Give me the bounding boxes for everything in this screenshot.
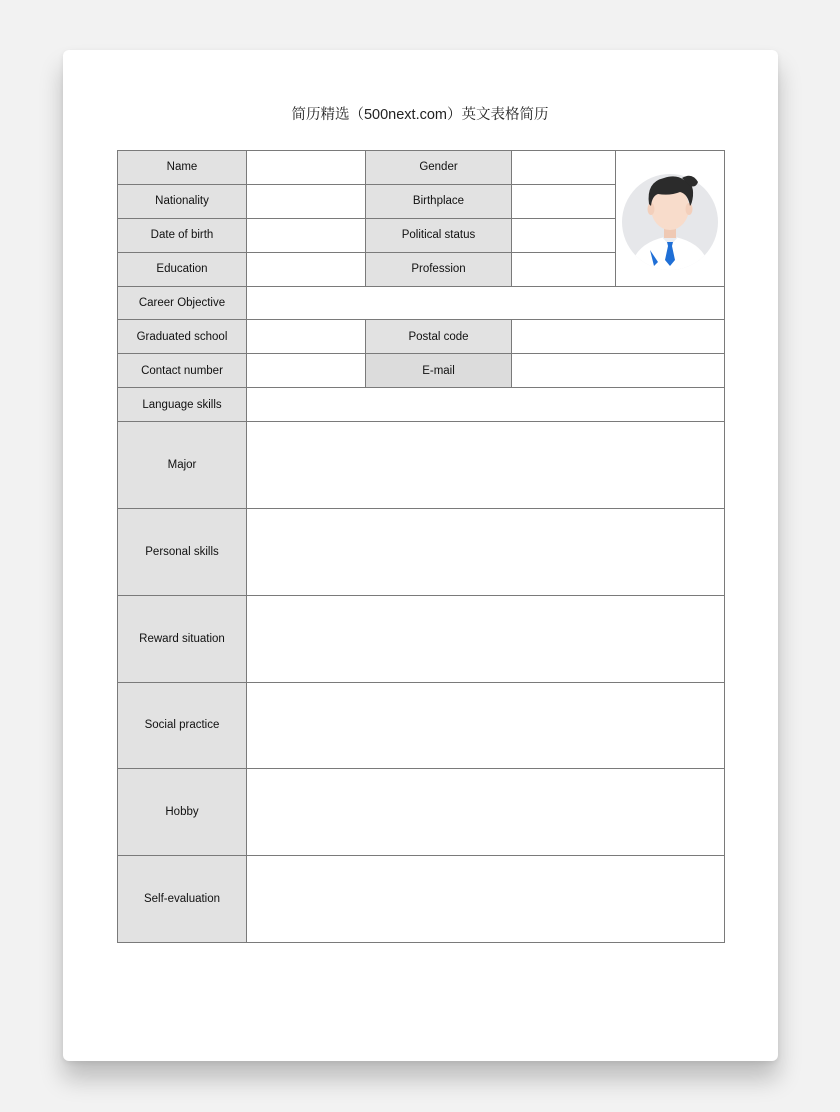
table-row (118, 856, 725, 943)
name-field[interactable] (247, 151, 366, 185)
label-graduated-school: Graduated school (118, 320, 247, 354)
label-name: Name (118, 151, 247, 185)
label-date-of-birth: Date of birth (118, 218, 247, 252)
email-field[interactable] (512, 354, 725, 388)
label-career-objective: Career Objective (118, 286, 247, 320)
education-field[interactable] (247, 252, 366, 286)
reward-situation-field[interactable] (247, 595, 725, 682)
resume-table (117, 150, 725, 943)
table-row (118, 422, 725, 509)
table-row (118, 682, 725, 769)
date-of-birth-field[interactable] (247, 218, 366, 252)
label-major: Major (118, 422, 247, 509)
label-personal-skills: Personal skills (118, 508, 247, 595)
nationality-field[interactable] (247, 184, 366, 218)
major-field[interactable] (247, 422, 725, 509)
label-gender: Gender (366, 151, 512, 185)
table-row (118, 388, 725, 422)
gender-field[interactable] (512, 151, 616, 185)
label-self-evaluation: Self-evaluation (118, 856, 247, 943)
social-practice-field[interactable] (247, 682, 725, 769)
photo-cell[interactable] (616, 151, 725, 287)
language-skills-field[interactable] (247, 388, 725, 422)
label-contact-number: Contact number (118, 354, 247, 388)
label-education: Education (118, 252, 247, 286)
label-nationality: Nationality (118, 184, 247, 218)
label-social-practice: Social practice (118, 682, 247, 769)
contact-number-field[interactable] (247, 354, 366, 388)
table-row (118, 286, 725, 320)
avatar-icon (620, 162, 720, 274)
label-language-skills: Language skills (118, 388, 247, 422)
hobby-field[interactable] (247, 769, 725, 856)
table-row (118, 769, 725, 856)
table-row (118, 354, 725, 388)
profession-field[interactable] (512, 252, 616, 286)
graduated-school-field[interactable] (247, 320, 366, 354)
table-row (118, 508, 725, 595)
table-row (118, 595, 725, 682)
label-hobby: Hobby (118, 769, 247, 856)
table-row (118, 320, 725, 354)
document-title: 简历精选（500next.com）英文表格简历 (291, 107, 549, 123)
birthplace-field[interactable] (512, 184, 616, 218)
self-evaluation-field[interactable] (247, 856, 725, 943)
table-row (118, 151, 725, 185)
personal-skills-field[interactable] (247, 508, 725, 595)
label-reward-situation: Reward situation (118, 595, 247, 682)
label-email: E-mail (366, 354, 512, 388)
label-political-status: Political status (366, 218, 512, 252)
career-objective-field[interactable] (247, 286, 725, 320)
label-profession: Profession (366, 252, 512, 286)
label-birthplace: Birthplace (366, 184, 512, 218)
postal-code-field[interactable] (512, 320, 725, 354)
political-status-field[interactable] (512, 218, 616, 252)
label-postal-code: Postal code (366, 320, 512, 354)
